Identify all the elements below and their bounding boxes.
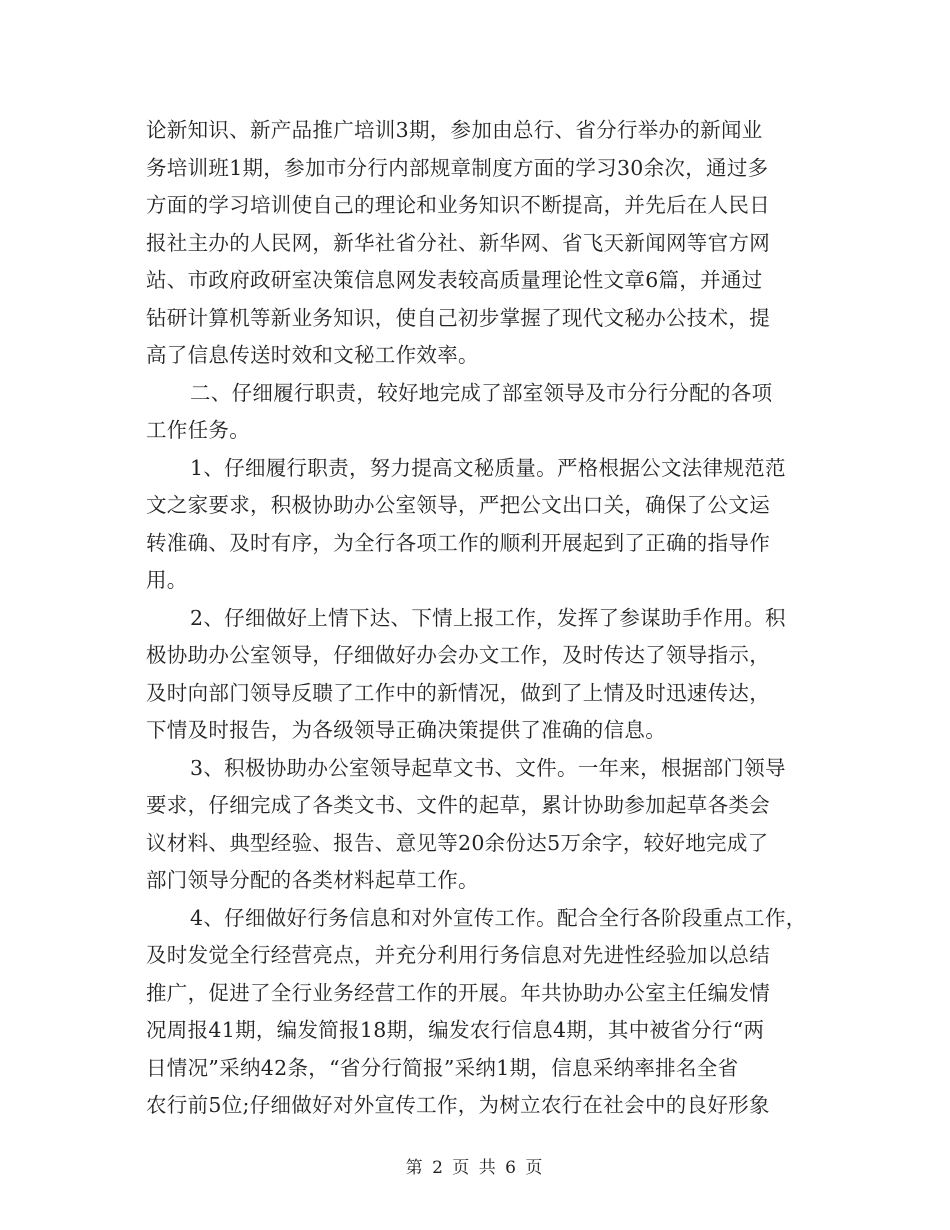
text-line: 3、积极协助办公室领导起草文书、文件。一年来，根据部门领导 (190, 755, 786, 780)
text-line: 1、仔细履行职责，努力提高文秘质量。严格根据公文法律规范范 (190, 455, 786, 480)
text-line: 钻研计算机等新业务知识，使自己初步掌握了现代文秘办公技术，提 (146, 305, 770, 330)
text-line: 论新知识、新产品推广培训3期，参加由总行、省分行举办的新闻业 (146, 118, 763, 142)
text-line: 农行前5位;仔细做好对外宣传工作，为树立农行在社会中的良好形象 (146, 1093, 770, 1117)
text-line: 文之家要求，积极协助办公室领导，严把公文出口关，确保了公文运 (146, 493, 770, 517)
text-line: 站、市政府政研室决策信息网发表较高质量理论性文章6篇，并通过 (146, 268, 763, 292)
text-line: 4、仔细做好行务信息和对外宣传工作。配合全行各阶段重点工作， (190, 905, 807, 930)
text-line: 推广，促进了全行业务经营工作的开展。年共协助办公室主任编发情 (146, 980, 770, 1005)
text-line: 用。 (146, 568, 188, 592)
text-line: 日情况”采纳42条，“省分行简报”采纳1期，信息采纳率排名全省 (146, 1055, 739, 1080)
page-number-footer: 第 2 页 共 6 页 (405, 1158, 545, 1178)
text-line: 转准确、及时有序，为全行各项工作的顺利开展起到了正确的指导作 (146, 530, 770, 555)
text-line: 及时发觉全行经营亮点，并充分利用行务信息对先进性经验加以总结 (146, 943, 770, 967)
text-line: 部门领导分配的各类材料起草工作。 (146, 868, 479, 892)
body-text (146, 112, 822, 1125)
text-line: 及时向部门领导反聩了工作中的新情况，做到了上情及时迅速传达， (146, 680, 770, 705)
text-line: 二、仔细履行职责，较好地完成了部室领导及市分行分配的各项 (190, 380, 773, 405)
text-line: 议材料、典型经验、报告、意见等20余份达5万余字，较好地完成了 (146, 830, 769, 855)
text-line: 务培训班1期，参加市分行内部规章制度方面的学习30余次，通过多 (146, 155, 769, 180)
text-line: 2、仔细做好上情下达、下情上报工作，发挥了参谋助手作用。积 (190, 605, 786, 630)
text-line: 工作任务。 (146, 418, 250, 442)
text-line: 高了信息传送时效和文秘工作效率。 (146, 343, 479, 367)
text-line: 方面的学习培训使自己的理论和业务知识不断提高，并先后在人民日 (146, 193, 770, 217)
text-line: 下情及时报告，为各级领导正确决策提供了准确的信息。 (146, 718, 666, 742)
text-line: 极协助办公室领导，仔细做好办会办文工作，及时传达了领导指示， (146, 643, 770, 667)
text-line: 报社主办的人民网，新华社省分社、新华网、省飞天新闻网等官方网 (146, 230, 770, 255)
text-line: 要求，仔细完成了各类文书、文件的起草，累计协助参加起草各类会 (146, 793, 770, 817)
text-line: 况周报41期，编发简报18期，编发农行信息4期，其中被省分行“两 (146, 1018, 765, 1042)
